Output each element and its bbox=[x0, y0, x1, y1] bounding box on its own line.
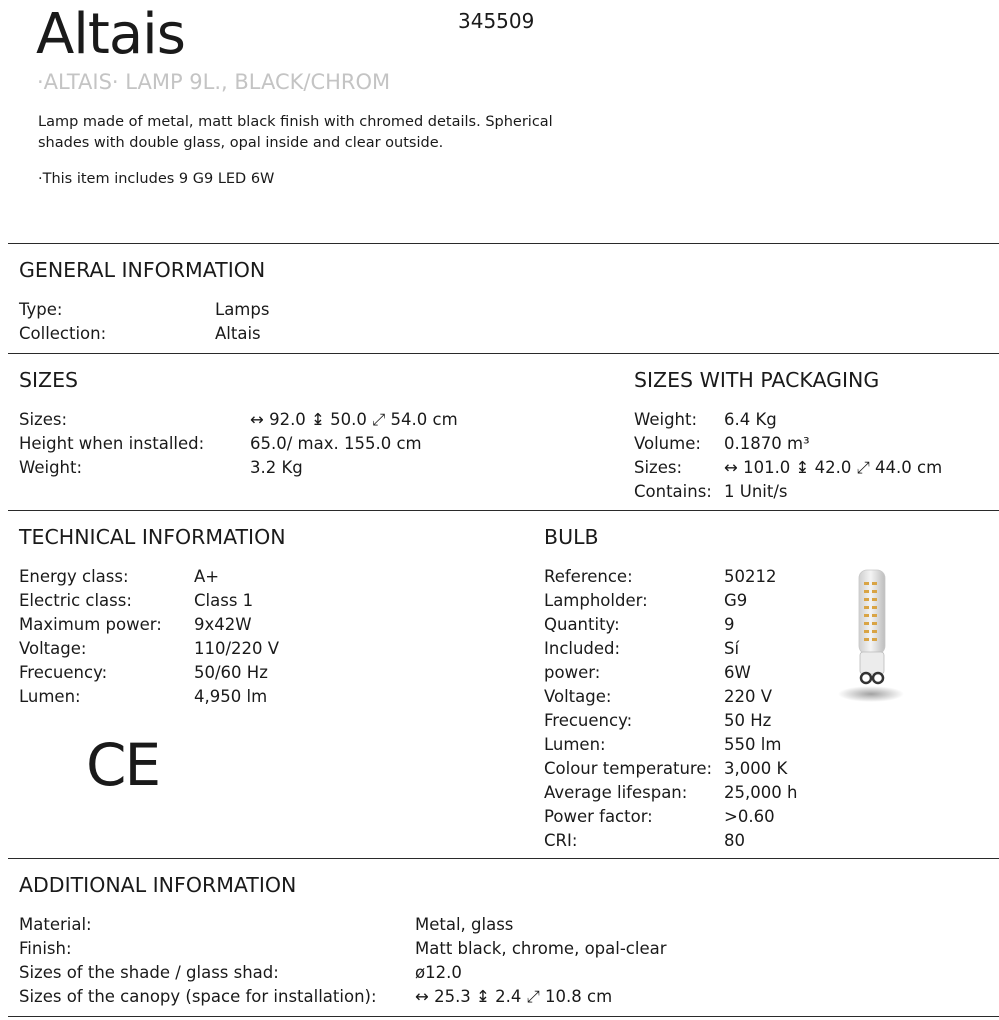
spec-value: 3.2 Kg bbox=[250, 458, 303, 477]
spec-label: Voltage: bbox=[544, 687, 612, 706]
spec-label: Volume: bbox=[634, 434, 701, 453]
product-note: ·This item includes 9 G9 LED 6W bbox=[38, 171, 275, 187]
spec-label: Quantity: bbox=[544, 615, 620, 634]
spec-label: Height when installed: bbox=[19, 434, 205, 453]
spec-value: 50 Hz bbox=[724, 711, 772, 730]
spec-label: Type: bbox=[19, 300, 63, 319]
section-divider bbox=[8, 510, 999, 511]
spec-label: Sizes: bbox=[634, 458, 683, 477]
spec-label: Energy class: bbox=[19, 567, 129, 586]
spec-value: Lamps bbox=[215, 300, 270, 319]
spec-value: Matt black, chrome, opal-clear bbox=[415, 939, 667, 958]
spec-label: Colour temperature: bbox=[544, 759, 713, 778]
spec-value: >0.60 bbox=[724, 807, 775, 826]
spec-label: Sizes of the canopy (space for installation): bbox=[19, 987, 377, 1006]
spec-value: Class 1 bbox=[194, 591, 254, 610]
section-divider bbox=[8, 243, 999, 244]
spec-label: Included: bbox=[544, 639, 621, 658]
spec-value: G9 bbox=[724, 591, 748, 610]
product-subtitle: ·ALTAIS· LAMP 9L., BLACK/CHROM bbox=[37, 70, 391, 94]
sizes-heading: SIZES bbox=[19, 368, 79, 392]
spec-label: Contains: bbox=[634, 482, 712, 501]
spec-label: power: bbox=[544, 663, 601, 682]
spec-label: Finish: bbox=[19, 939, 72, 958]
spec-value: ↔ 101.0 ↨ 42.0 ⤢ 44.0 cm bbox=[724, 458, 943, 477]
spec-value: 6W bbox=[724, 663, 751, 682]
spec-value: ø12.0 bbox=[415, 963, 462, 982]
packaging-heading: SIZES WITH PACKAGING bbox=[634, 368, 880, 392]
product-title: Altais bbox=[36, 2, 185, 67]
section-divider bbox=[8, 1016, 999, 1017]
spec-value: 80 bbox=[724, 831, 745, 850]
spec-value: ↔ 92.0 ↨ 50.0 ⤢ 54.0 cm bbox=[250, 410, 458, 429]
general-heading: GENERAL INFORMATION bbox=[19, 258, 266, 282]
spec-value: 4,950 lm bbox=[194, 687, 268, 706]
spec-value: 6.4 Kg bbox=[724, 410, 777, 429]
spec-value: 50212 bbox=[724, 567, 777, 586]
spec-value: ↔ 25.3 ↨ 2.4 ⤢ 10.8 cm bbox=[415, 987, 613, 1006]
spec-value: Altais bbox=[215, 324, 261, 343]
spec-value: 9 bbox=[724, 615, 735, 634]
spec-label: Frecuency: bbox=[19, 663, 108, 682]
spec-value: 3,000 K bbox=[724, 759, 788, 778]
spec-label: Sizes of the shade / glass shad: bbox=[19, 963, 279, 982]
spec-value: 550 lm bbox=[724, 735, 782, 754]
spec-label: Weight: bbox=[634, 410, 698, 429]
spec-value: 1 Unit/s bbox=[724, 482, 788, 501]
spec-value: 25,000 h bbox=[724, 783, 798, 802]
spec-label: Reference: bbox=[544, 567, 633, 586]
spec-label: Maximum power: bbox=[19, 615, 162, 634]
section-divider bbox=[8, 353, 999, 354]
spec-label: Sizes: bbox=[19, 410, 68, 429]
spec-label: Collection: bbox=[19, 324, 107, 343]
spec-label: Electric class: bbox=[19, 591, 132, 610]
spec-value: 220 V bbox=[724, 687, 773, 706]
spec-value: A+ bbox=[194, 567, 220, 586]
bulb-heading: BULB bbox=[544, 525, 599, 549]
spec-label: Lampholder: bbox=[544, 591, 648, 610]
spec-label: Weight: bbox=[19, 458, 83, 477]
product-reference: 345509 bbox=[458, 9, 535, 33]
spec-label: Average lifespan: bbox=[544, 783, 688, 802]
product-description: Lamp made of metal, matt black finish with chromed details. Spherical shades with double glass, opal inside and clear outside. bbox=[38, 114, 553, 151]
spec-value: 0.1870 m³ bbox=[724, 434, 810, 453]
spec-value: 50/60 Hz bbox=[194, 663, 268, 682]
led-bulb-image bbox=[836, 568, 906, 706]
additional-heading: ADDITIONAL INFORMATION bbox=[19, 873, 297, 897]
section-divider bbox=[8, 858, 999, 859]
spec-label: Power factor: bbox=[544, 807, 653, 826]
spec-value: 9x42W bbox=[194, 615, 252, 634]
spec-label: Frecuency: bbox=[544, 711, 633, 730]
spec-label: CRI: bbox=[544, 831, 578, 850]
technical-heading: TECHNICAL INFORMATION bbox=[19, 525, 286, 549]
spec-label: Voltage: bbox=[19, 639, 87, 658]
spec-label: Lumen: bbox=[19, 687, 81, 706]
spec-label: Material: bbox=[19, 915, 92, 934]
spec-value: 65.0/ max. 155.0 cm bbox=[250, 434, 422, 453]
ce-mark: CE bbox=[86, 731, 160, 799]
spec-value: Sí bbox=[724, 639, 740, 658]
spec-value: Metal, glass bbox=[415, 915, 514, 934]
spec-label: Lumen: bbox=[544, 735, 606, 754]
spec-value: 110/220 V bbox=[194, 639, 280, 658]
